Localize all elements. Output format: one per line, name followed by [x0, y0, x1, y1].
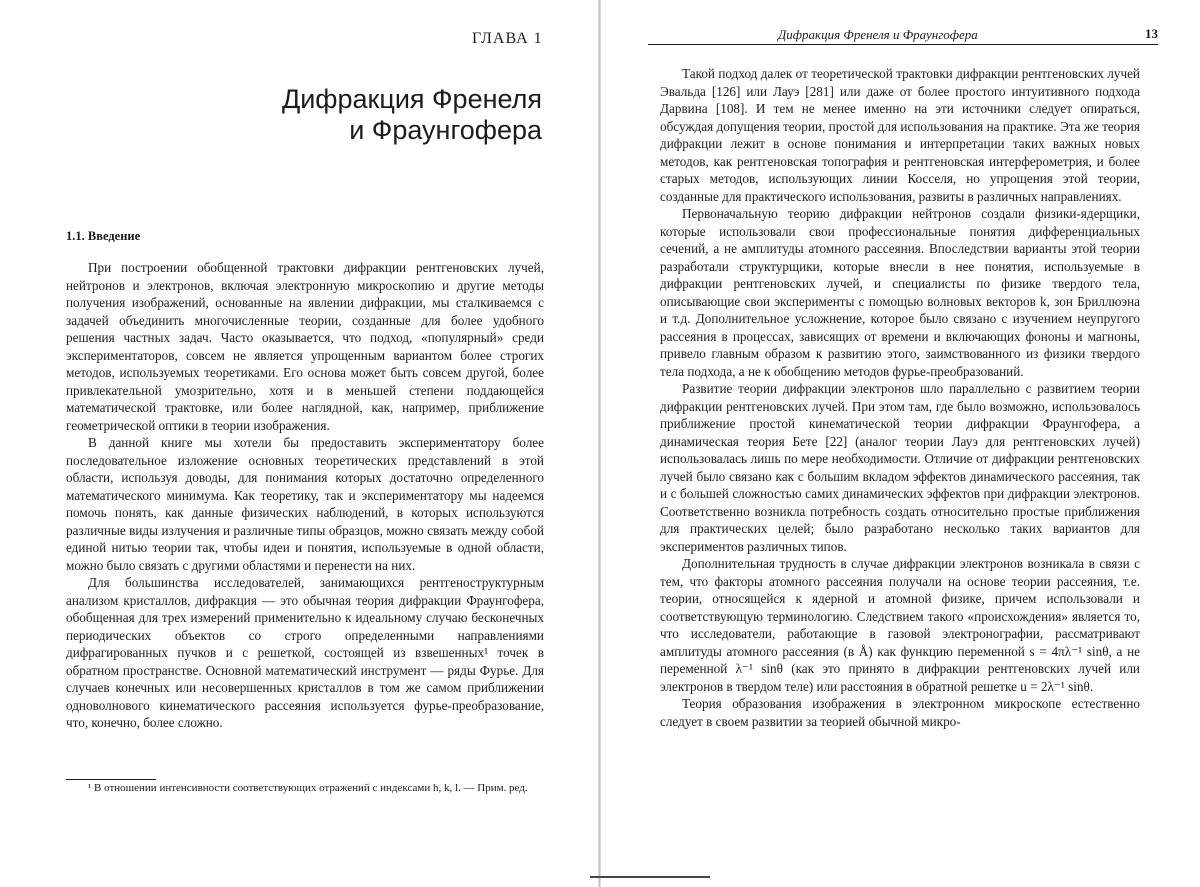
paragraph: Для большинства исследователей, занимающихся рентгеноструктурным анализом кристаллов, дифракция — это обычная теория дифракции Фраунгофера, обобщенная для трех измерений применительно к идеальному случаю бесконечных периодических объектов со строго определенными направлениями дифрагированных пучков и с решеткой, состоящей из взвешенных¹ точек в обратном пространстве. Основной математический инструмент — ряды Фурье. Для случаев конечных или несовершенных кристаллов в том же самом приближении одноволнового кинематического рассеяния используется фурье-преобразование, что, конечно, более сложно.: [66, 575, 544, 730]
chapter-title: [282, 84, 542, 146]
right-body-text: [660, 65, 1140, 730]
paragraph: Развитие теории дифракции электронов шло параллельно с развитием теории дифракции рентгеновских лучей. При этом там, где было возможно, использовалось приближение простой кинематической теории дифракции Фраунгофера, а динамическая теория Бете [22] (аналог теории Лауэ для рентгеновских лучей) использовалась лишь по мере необходимости. Отличие от дифракции рентгеновских лучей было связано как с большим вкладом эффектов динамического рассеяния, так и с большей сложностью самих динамических эффектов при дифракции электронов. Соответственно возникла потребность создать относительно простые приближения для практических целей; было разработано несколько таких вариантов для экспериментов различных типов.: [660, 381, 1140, 554]
scan-artifact: [590, 876, 710, 878]
paragraph: Дополнительная трудность в случае дифракции электронов возникала в связи с тем, что факторы атомного рассеяния получали на основе теории рассеяния, т.е. теории, относящейся к ядерной и атомной физике, причем использовали и соответствующую терминологию. Следствием такого «происхождения» является то, что исследователи, работающие в газовой электронографии, рассматривают амплитуды атомного рассеяния (в Å) как функцию переменной s = 4πλ⁻¹ sinθ, а не переменной λ⁻¹ sinθ (как это принято в дифракции рентгеновских лучей или электронов в твердом теле) или расстояния в обратной решетке u = 2λ⁻¹ sinθ.: [660, 556, 1140, 694]
paragraph: При построении обобщенной трактовки дифракции рентгеновских лучей, нейтронов и электронов, включая электронную микроскопию и другие методы получения изображений, основанные на явлении дифракции, мы сталкиваемся с задачей объединить многочисленные теории, созданные для более удобного решения частных задач. Часто оказывается, что подход, «популярный» среди экспериментаторов, совсем не является упрощенным вариантом более строгих методов, используемых теоретиками. Его основа может быть совсем другой, более привлекательной умозрительно, хотя и в меньшей степени поддающейся математической трактовке, или более наглядной, как, например, приближение геометрической оптики в теории изображения.: [66, 260, 544, 433]
chapter-title-line-2: и Фраунгофера: [349, 115, 542, 145]
section-heading: 1.1. Введение: [66, 229, 141, 243]
footnote-text: ¹ В отношении интенсивности соответствующих отражений с индексами h, k, l. — Прим. ред.: [88, 782, 528, 794]
left-body-text: [66, 259, 544, 732]
right-page: [600, 0, 1200, 887]
page-number: 13: [1145, 26, 1158, 41]
running-head: [648, 22, 1158, 45]
footnote-divider: [66, 779, 156, 780]
paragraph: Первоначальную теорию дифракции нейтронов создали физики-ядерщики, которые использовали свои профессиональные понятия дифференциальных сечений, а не амплитуды атомного рассеяния. Впоследствии варианты этой теории разработали структурщики, которые внесли в нее понятия, используемые в дифракции рентгеновских лучей, и специалисты по физике твердого тела, описывающие свои эксперименты с помощью волновых векторов k, зон Бриллюэна и т.д. Дополнительное усложнение, которое было связано с изучением неупругого рассеяния в процессах, зависящих от времени и включающих фононы и магноны, привело главным образом к развитию этого, заимствованного из физики твердого тела подхода, а не к обобщению методов фурье-преобразований.: [660, 206, 1140, 379]
chapter-label: ГЛАВА 1: [472, 30, 543, 47]
chapter-title-line-1: Дифракция Френеля: [281, 84, 542, 114]
paragraph: Теория образования изображения в электронном микроскопе естественно следует в своем развитии за теорией обычной микро-: [660, 696, 1140, 729]
footnote: [66, 781, 544, 796]
paragraph: В данной книге мы хотели бы предоставить экспериментатору более последовательное изложение основных теоретических представлений в этой области, используя доводы, для понимания которых достаточно определенного математического минимума. Как теоретику, так и экспериментатору мы надеемся помочь понять, как данные физических наблюдений, в которых используются различные виды излучения и различные типы образцов, можно связать между собой единой нитью теории так, чтобы идеи и понятия, используемые в одной области, можно было связать с другими областями и перенести на них.: [66, 435, 544, 573]
running-title: Дифракция Френеля и Фраунгофера: [778, 27, 978, 42]
paragraph: Такой подход далек от теоретической трактовки дифракции рентгеновских лучей Эвальда [126] или Лауэ [281] или даже от более простого интуитивного подхода Дарвина [108]. И тем не менее именно на эти источники следует опираться, обсуждая допущения теории, простой для использования на практике. Эта же теория дифракции лежит в основе понимания и интерпретации таких важных новых методов, как рентгеновская топография и рентгеновская интерферометрия, и более старых методов, использующих линии Косселя, но упрощения этой теории, созданные для практического использования, развиты в различных направлениях.: [660, 66, 1140, 204]
